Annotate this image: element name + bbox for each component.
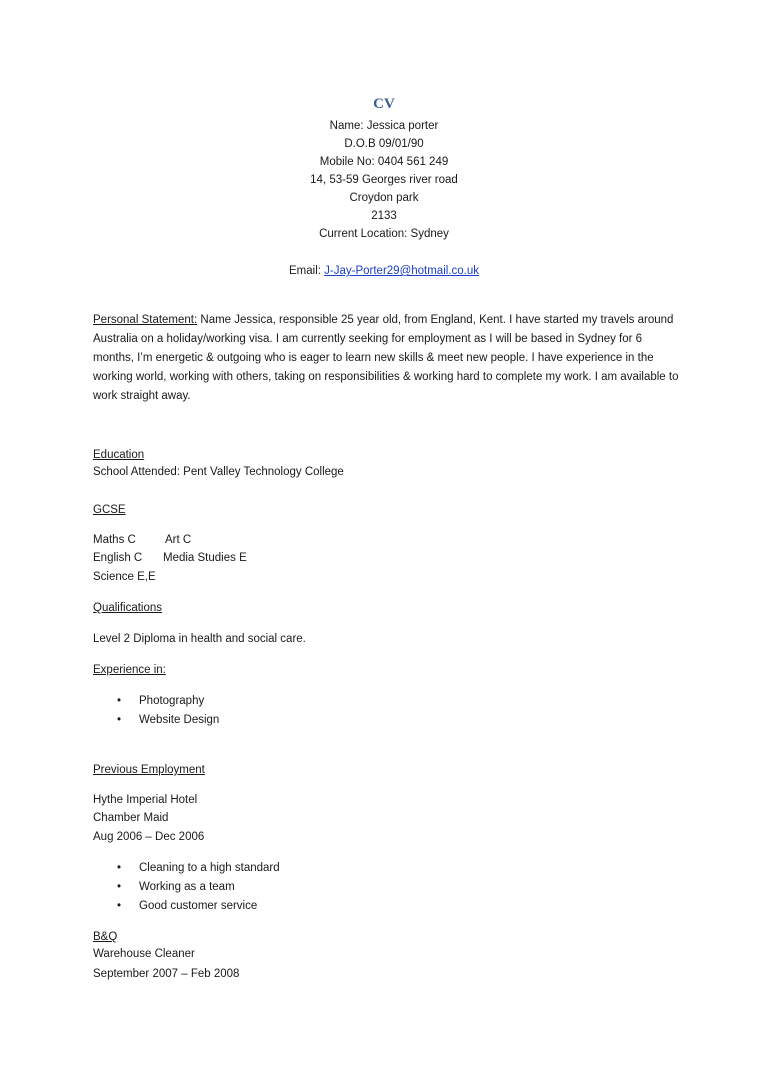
personal-statement-heading: Personal Statement:	[93, 314, 198, 326]
gcse-subject: Science E,E	[93, 571, 156, 583]
education-heading: Education	[93, 449, 145, 461]
email-line	[0, 262, 768, 280]
address-line-2: Croydon park	[349, 192, 419, 204]
location-line: Current Location: Sydney	[319, 228, 449, 240]
address-line-1: 14, 53-59 Georges river road	[310, 174, 458, 186]
school-attended: School Attended: Pent Valley Technology College	[93, 466, 344, 478]
qualification-item: Level 2 Diploma in health and social care.	[93, 633, 306, 645]
job-role: Chamber Maid	[93, 812, 169, 824]
personal-statement	[93, 311, 683, 406]
gcse-heading: GCSE	[93, 504, 126, 516]
job-duty: Good customer service	[139, 900, 258, 912]
cv-title: CV	[373, 96, 395, 112]
dob-line: D.O.B 09/01/90	[344, 138, 424, 150]
job-role: Warehouse Cleaner	[93, 948, 195, 960]
job-dates: September 2007 – Feb 2008	[93, 968, 240, 980]
job-duty: Working as a team	[139, 881, 235, 893]
bullet-icon: •	[117, 714, 122, 726]
employer-name: Hythe Imperial Hotel	[93, 794, 198, 806]
gcse-subject: Media Studies E	[163, 552, 247, 564]
email-label: Email:	[289, 265, 325, 277]
employment-heading: Previous Employment	[93, 764, 205, 776]
bullet-icon: •	[117, 862, 122, 874]
gcse-subject: Art C	[165, 534, 192, 546]
employer-name: B&Q	[93, 931, 118, 943]
bullet-icon: •	[117, 695, 122, 707]
experience-heading: Experience in:	[93, 664, 166, 676]
job-dates: Aug 2006 – Dec 2006	[93, 831, 205, 843]
job-duty: Cleaning to a high standard	[139, 862, 280, 874]
bullet-icon: •	[117, 881, 122, 893]
gcse-subject: Maths C	[93, 534, 136, 546]
experience-item: Photography	[139, 695, 205, 707]
mobile-line: Mobile No: 0404 561 249	[319, 156, 449, 168]
qualifications-heading: Qualifications	[93, 602, 163, 614]
email-link[interactable]: J-Jay-Porter29@hotmail.co.uk	[324, 265, 479, 277]
bullet-icon: •	[117, 900, 122, 912]
experience-item: Website Design	[139, 714, 220, 726]
postcode-line: 2133	[371, 210, 397, 222]
name-line: Name: Jessica porter	[329, 120, 439, 132]
gcse-subject: English C	[93, 552, 143, 564]
personal-statement-text: Name Jessica, responsible 25 year old, from England, Kent. I have started my travels around Australia on a holiday/working visa. I am currently seeking for employment as I will be based in Sydney for 6 months, I’m energetic & outgoing who is eager to learn new skills & meet new people. I have experience in the working world, working with others, taking on responsibilities & working hard to complete my work. I am available to work straight away.	[93, 314, 679, 402]
